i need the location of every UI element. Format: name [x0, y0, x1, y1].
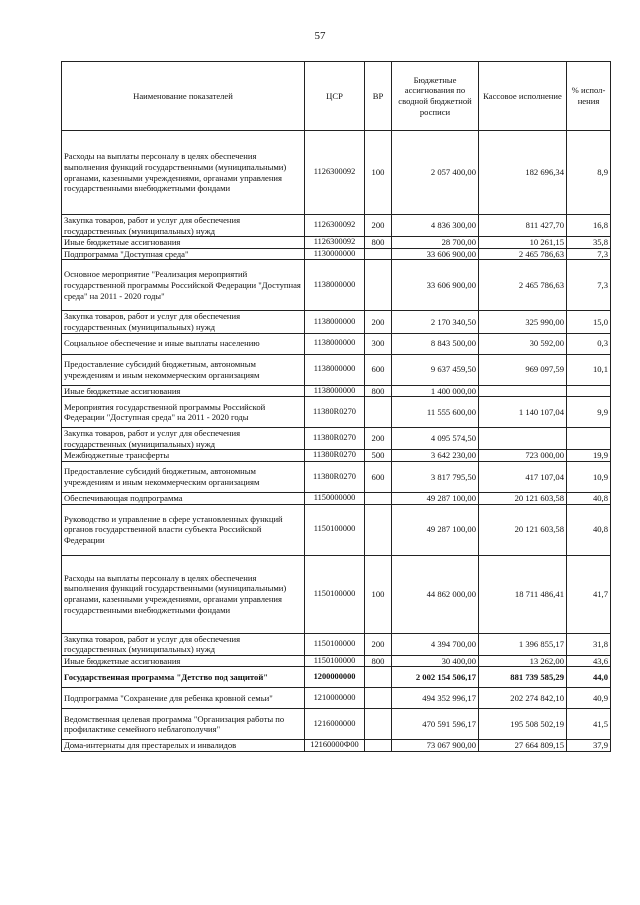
- row-name: Закупка товаров, работ и услуг для обеспечения государственных (муниципальных) нужд: [62, 311, 305, 333]
- row-budget: 49 287 100,00: [392, 504, 479, 555]
- row-vr: [365, 740, 392, 752]
- row-cash: 13 262,00: [479, 655, 567, 667]
- row-vr: [365, 397, 392, 428]
- row-pct: 7,3: [567, 260, 611, 311]
- table-row: [62, 237, 611, 249]
- row-cash: 1 140 107,04: [479, 397, 567, 428]
- row-budget: 73 067 900,00: [392, 740, 479, 752]
- row-vr: 800: [365, 237, 392, 249]
- row-budget: 11 555 600,00: [392, 397, 479, 428]
- row-pct: 15,0: [567, 311, 611, 333]
- row-cash: 20 121 603,58: [479, 504, 567, 555]
- row-cash: 10 261,15: [479, 237, 567, 249]
- row-csr: 1126300092: [305, 215, 365, 237]
- row-vr: [365, 504, 392, 555]
- row-csr: 1138000000: [305, 260, 365, 311]
- table-row: [62, 688, 611, 709]
- row-budget: 9 637 459,50: [392, 354, 479, 385]
- row-name: Закупка товаров, работ и услуг для обеспечения государственных (муниципальных) нужд: [62, 428, 305, 450]
- row-vr: 600: [365, 354, 392, 385]
- row-csr: 11380R0270: [305, 450, 365, 462]
- row-budget: 28 700,00: [392, 237, 479, 249]
- table-row: [62, 655, 611, 667]
- row-budget: 30 400,00: [392, 655, 479, 667]
- table-row: [62, 131, 611, 215]
- row-name: Ведомственная целевая программа "Организация работы по профилактике семейного неблагополучия": [62, 709, 305, 740]
- row-cash: 2 465 786,63: [479, 260, 567, 311]
- row-csr: 1150000000: [305, 492, 365, 504]
- table-row: [62, 504, 611, 555]
- row-csr: 11380R0270: [305, 428, 365, 450]
- row-budget: 2 002 154 506,17: [392, 667, 479, 688]
- table-row: [62, 354, 611, 385]
- row-budget: 49 287 100,00: [392, 492, 479, 504]
- header-pct: % испол-нения: [567, 62, 611, 131]
- row-budget: 3 817 795,50: [392, 461, 479, 492]
- row-pct: 37,9: [567, 740, 611, 752]
- row-cash: [479, 428, 567, 450]
- row-name: Расходы на выплаты персоналу в целях обеспечения выполнения функций государственными (муниципальными) органами, казенными учреждениями, органами управления государственными внебюджетными фондами: [62, 131, 305, 215]
- row-budget: 2 057 400,00: [392, 131, 479, 215]
- row-cash: 20 121 603,58: [479, 492, 567, 504]
- row-csr: 1150100000: [305, 504, 365, 555]
- row-cash: 2 465 786,63: [479, 248, 567, 260]
- row-vr: 200: [365, 215, 392, 237]
- row-vr: [365, 260, 392, 311]
- row-csr: 11380R0270: [305, 397, 365, 428]
- row-pct: 41,5: [567, 709, 611, 740]
- row-pct: 31,8: [567, 633, 611, 655]
- row-cash: 182 696,34: [479, 131, 567, 215]
- row-csr: 1130000000: [305, 248, 365, 260]
- row-csr: 1138000000: [305, 354, 365, 385]
- row-vr: 600: [365, 461, 392, 492]
- row-vr: 800: [365, 385, 392, 397]
- header-vr: ВР: [365, 62, 392, 131]
- table-row: [62, 633, 611, 655]
- row-cash: 1 396 855,17: [479, 633, 567, 655]
- row-cash: 30 592,00: [479, 333, 567, 354]
- row-pct: 43,6: [567, 655, 611, 667]
- table-row: [62, 397, 611, 428]
- header-name: Наименование показателей: [62, 62, 305, 131]
- row-name: Дома-интернаты для престарелых и инвалидов: [62, 740, 305, 752]
- row-budget: 2 170 340,50: [392, 311, 479, 333]
- table-row: [62, 428, 611, 450]
- row-pct: 40,9: [567, 688, 611, 709]
- table-row: [62, 333, 611, 354]
- row-budget: 4 836 300,00: [392, 215, 479, 237]
- row-pct: 8,9: [567, 131, 611, 215]
- row-csr: 1126300092: [305, 237, 365, 249]
- row-name: Руководство и управление в сфере установленных функций органов государственной власти субъекта Российской Федерации: [62, 504, 305, 555]
- row-pct: 9,9: [567, 397, 611, 428]
- row-vr: [365, 709, 392, 740]
- row-vr: 200: [365, 428, 392, 450]
- table-row: [62, 260, 611, 311]
- table-row: [62, 667, 611, 688]
- row-pct: 10,1: [567, 354, 611, 385]
- row-vr: 100: [365, 131, 392, 215]
- row-vr: [365, 667, 392, 688]
- row-name: Мероприятия государственной программы Российской Федерации "Доступная среда" на 2011 - 2020 годы: [62, 397, 305, 428]
- table-row: [62, 492, 611, 504]
- row-pct: 41,7: [567, 555, 611, 633]
- row-cash: 417 107,04: [479, 461, 567, 492]
- row-budget: 44 862 000,00: [392, 555, 479, 633]
- table-header-row: [62, 62, 611, 131]
- row-name: Иные бюджетные ассигнования: [62, 385, 305, 397]
- row-csr: 11380R0270: [305, 461, 365, 492]
- row-budget: 470 591 596,17: [392, 709, 479, 740]
- row-budget: 4 394 700,00: [392, 633, 479, 655]
- row-name: Закупка товаров, работ и услуг для обеспечения государственных (муниципальных) нужд: [62, 633, 305, 655]
- row-pct: 0,3: [567, 333, 611, 354]
- row-cash: 723 000,00: [479, 450, 567, 462]
- row-csr: 1126300092: [305, 131, 365, 215]
- row-name: Иные бюджетные ассигнования: [62, 655, 305, 667]
- page-number: 57: [314, 30, 326, 42]
- row-name: Расходы на выплаты персоналу в целях обеспечения выполнения функций государственными (муниципальными) органами, казенными учреждениями, органами управления государственными внебюджетными фондами: [62, 555, 305, 633]
- row-cash: 881 739 585,29: [479, 667, 567, 688]
- table-row: [62, 450, 611, 462]
- row-pct: 35,8: [567, 237, 611, 249]
- row-csr: 12160000Ф00: [305, 740, 365, 752]
- row-vr: 800: [365, 655, 392, 667]
- row-pct: 19,9: [567, 450, 611, 462]
- row-csr: 1216000000: [305, 709, 365, 740]
- row-vr: 200: [365, 633, 392, 655]
- row-pct: 7,3: [567, 248, 611, 260]
- row-vr: 300: [365, 333, 392, 354]
- row-csr: 1200000000: [305, 667, 365, 688]
- row-vr: 500: [365, 450, 392, 462]
- header-csr: ЦСР: [305, 62, 365, 131]
- row-pct: 40,8: [567, 492, 611, 504]
- row-cash: 27 664 809,15: [479, 740, 567, 752]
- row-pct: [567, 385, 611, 397]
- row-csr: 1150100000: [305, 555, 365, 633]
- row-vr: [365, 492, 392, 504]
- row-csr: 1138000000: [305, 385, 365, 397]
- row-budget: 8 843 500,00: [392, 333, 479, 354]
- row-budget: 33 606 900,00: [392, 260, 479, 311]
- table-row: [62, 461, 611, 492]
- table-row: [62, 248, 611, 260]
- row-name: Обеспечивающая подпрограмма: [62, 492, 305, 504]
- row-name: Социальное обеспечение и иные выплаты населению: [62, 333, 305, 354]
- table-row: [62, 385, 611, 397]
- budget-table: [61, 61, 611, 752]
- row-cash: 811 427,70: [479, 215, 567, 237]
- row-cash: 325 990,00: [479, 311, 567, 333]
- row-name: Подпрограмма "Сохранение для ребенка кровной семьи": [62, 688, 305, 709]
- row-csr: 1138000000: [305, 333, 365, 354]
- row-pct: 16,8: [567, 215, 611, 237]
- row-csr: 1210000000: [305, 688, 365, 709]
- table-row: [62, 215, 611, 237]
- row-name: Подпрограмма "Доступная среда": [62, 248, 305, 260]
- row-csr: 1138000000: [305, 311, 365, 333]
- row-cash: 202 274 842,10: [479, 688, 567, 709]
- header-cash: Кассовое исполнение: [479, 62, 567, 131]
- row-pct: 10,9: [567, 461, 611, 492]
- row-budget: 33 606 900,00: [392, 248, 479, 260]
- row-csr: 1150100000: [305, 633, 365, 655]
- row-cash: 195 508 502,19: [479, 709, 567, 740]
- row-pct: [567, 428, 611, 450]
- table-row: [62, 709, 611, 740]
- row-vr: 200: [365, 311, 392, 333]
- row-name: Межбюджетные трансферты: [62, 450, 305, 462]
- row-csr: 1150100000: [305, 655, 365, 667]
- table-row: [62, 740, 611, 752]
- row-cash: 969 097,59: [479, 354, 567, 385]
- row-cash: [479, 385, 567, 397]
- row-budget: 494 352 996,17: [392, 688, 479, 709]
- row-name: Государственная программа "Детство под защитой": [62, 667, 305, 688]
- table-row: [62, 311, 611, 333]
- row-name: Предоставление субсидий бюджетным, автономным учреждениям и иным некоммерческим организациям: [62, 354, 305, 385]
- row-pct: 44,0: [567, 667, 611, 688]
- row-budget: 1 400 000,00: [392, 385, 479, 397]
- table-row: [62, 555, 611, 633]
- row-cash: 18 711 486,41: [479, 555, 567, 633]
- row-name: Иные бюджетные ассигнования: [62, 237, 305, 249]
- row-vr: [365, 248, 392, 260]
- row-vr: [365, 688, 392, 709]
- row-name: Основное мероприятие "Реализация мероприятий государственной программы Российской Федерации "Доступная среда" на 2011 - 2020 годы": [62, 260, 305, 311]
- header-budget: Бюджетные ассигнования по сводной бюджетной росписи: [392, 62, 479, 131]
- row-name: Закупка товаров, работ и услуг для обеспечения государственных (муниципальных) нужд: [62, 215, 305, 237]
- row-name: Предоставление субсидий бюджетным, автономным учреждениям и иным некоммерческим организациям: [62, 461, 305, 492]
- row-vr: 100: [365, 555, 392, 633]
- row-pct: 40,8: [567, 504, 611, 555]
- row-budget: 3 642 230,00: [392, 450, 479, 462]
- row-budget: 4 095 574,50: [392, 428, 479, 450]
